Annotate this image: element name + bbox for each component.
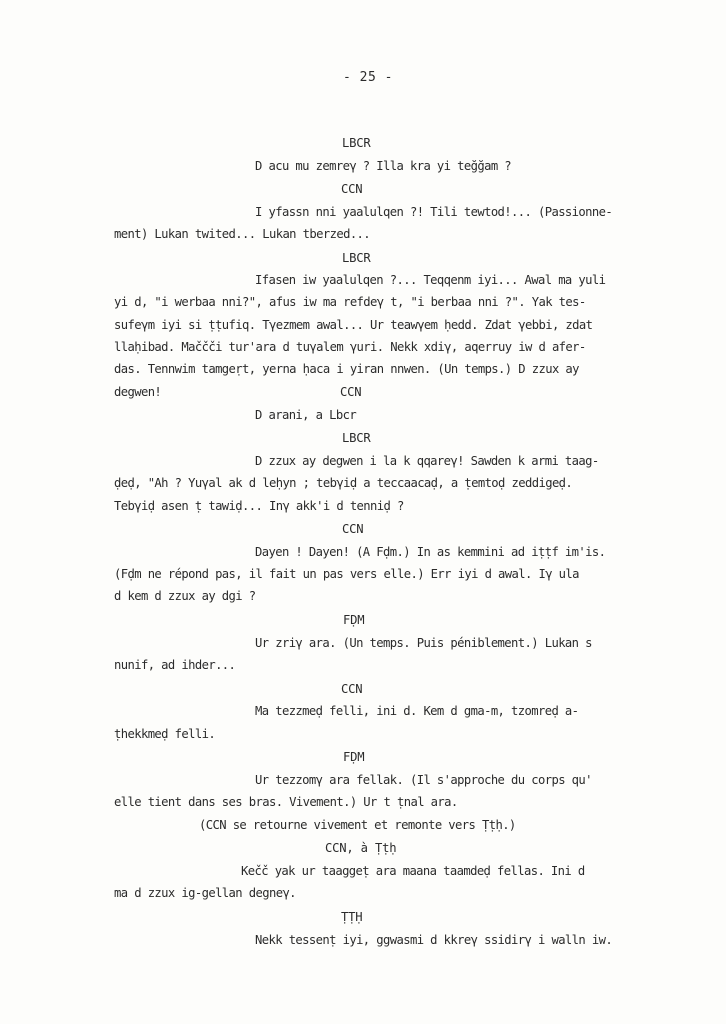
dialogue-line: sufeγm iyi si ṭṭufiq. Tγezmem awal... Ur teawγem ḥedd. Zdat γebbi, zdat [114,318,593,332]
speaker-label: FḌM [343,750,365,764]
dialogue-line: d kem d zzux ay dgi ? [114,589,256,603]
dialogue-line: D arani, a Lbcr [255,408,357,422]
dialogue-line: ḍeḍ, "Ah ? Yuγal ak d leḥyn ; tebγiḍ a teccaacaḍ, a ṭemtoḍ zeddigeḍ. [114,476,573,490]
dialogue-line: ṭhekkmeḍ felli. [114,727,216,741]
speaker-label: LBCR [342,251,371,265]
dialogue-line: Kečč yak ur taaggeṭ ara maana taamdeḍ fellas. Ini d [241,864,585,878]
dialogue-line: D zzux ay degwen i la k qqareγ! Sawden k armi taag- [255,454,599,468]
dialogue-line: ma d zzux ig-gellan degneγ. [114,886,296,900]
speaker-label: ṬṬḤ [341,910,363,924]
dialogue-line: Ur tezzomγ ara fellak. (Il s'approche du corps qu' [255,773,592,787]
speaker-label: CCN [341,182,363,196]
dialogue-line: das. Tennwim tamgeṛt, yerna ḥaca i yiran nnwen. (Un temps.) D zzux ay [114,362,579,376]
dialogue-line: Nekk tessenṭ iyi, ggwasmi d kkreγ ssidirγ i walln iw. [255,933,613,947]
dialogue-line: llaḥibad. Maččči tur'ara d tuγalem γuri. Nekk xdiγ, aqerruy iw d afer- [114,340,586,354]
dialogue-line: Ma tezzmeḍ felli, ini d. Kem d gma-m, tzomreḍ a- [255,704,579,718]
speaker-label: LBCR [342,136,371,150]
speaker-label: CCN [340,385,362,399]
dialogue-line: (Fḍm ne répond pas, il fait un pas vers elle.) Err iyi d awal. Iγ ula [114,567,579,581]
dialogue-line: D acu mu zemreγ ? Illa kra yi teğğam ? [255,159,512,173]
speaker-label: FḌM [343,613,365,627]
speaker-label: CCN [341,682,363,696]
dialogue-line: ment) Lukan twited... Lukan tberzed... [114,227,371,241]
dialogue-line: Ifasen iw yaalulqen ?... Teqqenm iyi... Awal ma yuli [255,273,606,287]
dialogue-line: I yfassn nni yaalulqen ?! Tili tewtod!... (Passionne- [255,205,613,219]
speaker-label: CCN [342,522,364,536]
dialogue-line: yi d, "i werbaa nni?", afus iw ma refdeγ t, "i berbaa nni ?". Yak tes- [114,295,586,309]
dialogue-line: degwen! [114,385,162,399]
stage-direction: (CCN se retourne vivement et remonte vers Ṭṭḥ.) [199,818,516,832]
dialogue-line: Tebγiḍ asen ṭ tawiḍ... Inγ akk'i d tenniḍ ? [114,499,404,513]
dialogue-line: nunif, ad ihder... [114,658,236,672]
speaker-label: LBCR [342,431,371,445]
dialogue-line: elle tient dans ses bras. Vivement.) Ur t ṭnal ara. [114,795,458,809]
speaker-label: CCN, à Ṭṭḥ [325,841,397,855]
page-number: - 25 - [343,70,393,85]
dialogue-line: Dayen ! Dayen! (A Fḍm.) In as kemmini ad iṭṭf im'is. [255,545,606,559]
dialogue-line: Ur zriγ ara. (Un temps. Puis péniblement.) Lukan s [255,636,592,650]
